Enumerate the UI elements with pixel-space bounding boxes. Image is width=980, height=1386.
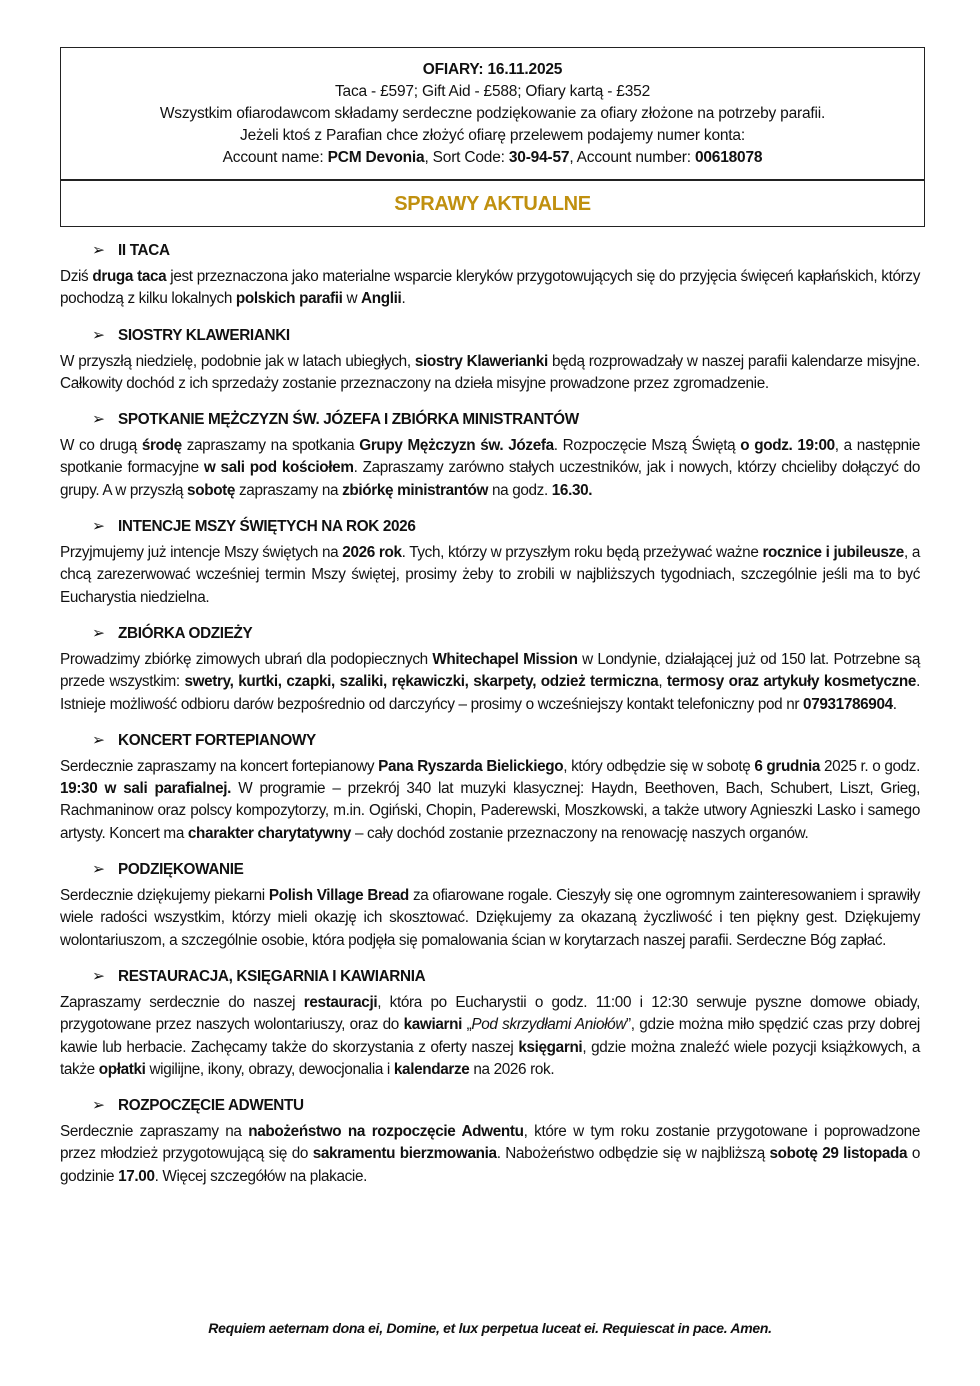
section-banner: SPRAWY AKTUALNE	[394, 193, 591, 215]
text: W programie – przekrój 340 lat muzyki klasycznej: Haydn, Beethoven, Bach, Schubert, Liszt, Grieg, Rachmaninow oraz polscy kompozytorzy, m.in. Ogiński, Chopin, Paderewski, Moszkowski, a także utwory Agnieszki Lasko i samego artysty. Koncert ma	[60, 780, 920, 842]
section-heading	[60, 728, 920, 756]
italic-text: Pod skrzydłami Aniołów	[471, 1016, 627, 1034]
bold-text: Pana Ryszarda Bielickiego	[378, 757, 564, 775]
text: , która po Eucharystii o godz. 11:00 i 12:30 serwuje pyszne domowe obiady, przygotowane przez naszych wolontariuszy, oraz do	[60, 993, 920, 1034]
offerings-title: OFIARY: 16.11.2025	[422, 61, 563, 78]
bold-text: księgarni	[518, 1038, 583, 1056]
section-title: INTENCJE MSZY ŚWIĘTYCH NA ROK 2026	[118, 518, 416, 536]
bold-text: Whitechapel Mission	[432, 650, 578, 668]
bold-text: charakter charytatywny	[187, 824, 352, 842]
text: na godz.	[488, 481, 552, 499]
text: 2025 r. o godz.	[820, 757, 920, 775]
bold-text: środę	[141, 437, 182, 455]
bold-text: restauracji	[303, 993, 378, 1011]
section-text	[60, 992, 920, 1081]
section-heading	[60, 407, 920, 435]
text: zapraszamy na spotkania	[181, 437, 360, 455]
text: będą rozprowadzały w naszej parafii kalendarze misyjne. Całkowity dochód z ich sprzedaży zostanie przeznaczony na dzieła misyjne prowadzone przez zgromadzenie.	[60, 352, 920, 392]
text: za ofiarowane rogale. Cieszyły się one ogromnym zainteresowaniem i sprawiły wiele radości wszystkim, którzy mieli okazję ich skosztować. Dziękujemy za okazaną życzliwość i ten piękny gest. Dziękujemy wolontariuszom, a szczególnie osobie, która podjęła się pomalowania ścian w korytarzach naszej parafii. Serdeczne Bóg zapłać.	[60, 887, 921, 949]
text: Zapraszamy serdecznie do naszej	[60, 993, 304, 1011]
section-text	[60, 1121, 920, 1188]
bold-text: 17.00	[118, 1167, 155, 1185]
section-title: II TACA	[118, 242, 170, 259]
text: – cały dochód zostanie przeznaczony na renowację naszych organów.	[351, 824, 809, 842]
text: , które w tym roku zostanie przygotowane i poprowadzone przez młodzież przygotowującą się do	[60, 1123, 920, 1163]
text: , a chcą zarezerwować wcześniej termin Mszy świętej, prosimy żeby to zrobili w najbliższych tygodniach, szczególnie jeśli ma to być Eucharystia niedzielna.	[60, 544, 920, 606]
bold-text: sobotę	[187, 481, 236, 499]
announcement-section	[60, 238, 920, 311]
section-heading	[60, 1093, 920, 1121]
number-label: , Account number:	[569, 149, 695, 166]
bold-text: rocznice i jubileusze	[762, 544, 904, 562]
text: zapraszamy na	[235, 481, 343, 499]
section-text	[60, 885, 920, 952]
announcements	[60, 238, 920, 1200]
account-label: Account name:	[222, 149, 328, 166]
text: Serdecznie zapraszamy na koncert fortepianowy	[60, 757, 379, 775]
text: W przyszłą niedzielę, podobnie jak w latach ubiegłych,	[60, 352, 415, 370]
offerings-transfer: Jeżeli ktoś z Parafian chce złożyć ofiarę przelewem podajemy numer konta:	[240, 127, 745, 144]
section-title: KONCERT FORTEPIANOWY	[118, 731, 316, 749]
text: „	[462, 1016, 472, 1034]
text: Serdecznie dziękujemy piekarni	[60, 887, 269, 905]
text: . Rozpoczęcie Mszą Świętą	[553, 437, 741, 455]
text: Serdecznie zapraszamy na	[60, 1123, 249, 1141]
announcement-section	[60, 621, 920, 716]
section-text	[60, 435, 920, 502]
text: . Istnieje możliwość odbioru darów bezpośrednio od darczyńcy – prosimy o wcześniejszy kontakt telefoniczny pod nr	[60, 673, 920, 713]
arrowhead-bullet-icon: ➢	[92, 967, 105, 985]
bold-text: termosy oraz artykuły kosmetyczne	[666, 673, 917, 691]
section-text	[60, 351, 920, 396]
bold-text: sakramentu bierzmowania	[312, 1145, 497, 1163]
bold-text: kalendarze	[393, 1060, 470, 1078]
bold-text: polskich parafii	[235, 290, 343, 308]
arrowhead-bullet-icon: ➢	[92, 411, 105, 429]
section-heading	[60, 514, 920, 542]
section-title: PODZIĘKOWANIE	[118, 861, 244, 879]
section-title: SPOTKANIE MĘŻCZYZN ŚW. JÓZEFA I ZBIÓRKA MINISTRANTÓW	[118, 411, 579, 429]
bold-text: Anglii	[361, 290, 402, 308]
section-heading	[60, 857, 920, 885]
bold-text: 07931786904	[803, 695, 893, 713]
bold-text: 19:30 w sali parafialnej.	[60, 780, 232, 798]
section-heading	[60, 238, 920, 266]
section-heading	[60, 964, 920, 992]
announcement-section	[60, 728, 920, 845]
text: w Londynie, działającej już od 150 lat. Potrzebne są przede wszystkim:	[60, 650, 921, 691]
section-heading	[60, 323, 920, 351]
announcement-section	[60, 407, 920, 502]
announcement-section	[60, 514, 920, 609]
text: Prowadzimy zbiórkę zimowych ubrań dla podopiecznych	[60, 650, 433, 668]
text: , a następnie spotkanie formacyjne	[60, 437, 920, 477]
account-number: 00618078	[694, 149, 763, 166]
arrowhead-bullet-icon: ➢	[92, 518, 105, 536]
bold-text: sobotę 29 listopada	[769, 1145, 908, 1163]
text: w	[342, 290, 362, 308]
section-title: ZBIÓRKA ODZIEŻY	[118, 624, 253, 642]
section-title: ROZPOCZĘCIE ADWENTU	[118, 1097, 304, 1115]
text: .	[892, 695, 897, 713]
text: , który odbędzie się w sobotę	[563, 757, 755, 775]
text: W co drugą	[60, 437, 142, 455]
section-text	[60, 649, 920, 716]
bold-text: siostry Klawerianki	[414, 352, 548, 370]
bold-text: o godz. 19:00	[740, 437, 835, 455]
bold-text: druga taca	[92, 268, 167, 285]
section-text	[60, 266, 920, 311]
bold-text: 16.30.	[551, 481, 593, 499]
section-heading	[60, 621, 920, 649]
text: wigilijne, ikony, obrazy, dewocjonalia i	[145, 1060, 394, 1078]
text: na 2026 rok.	[469, 1060, 555, 1078]
section-text	[60, 542, 920, 609]
footer-prayer: Requiem aeternam dona ei, Domine, et lux perpetua luceat ei. Requiescat in pace. Amen.	[208, 1320, 772, 1336]
sort-label: , Sort Code:	[424, 149, 509, 166]
offerings-block	[61, 48, 924, 179]
bold-text: kawiarni	[403, 1016, 462, 1034]
bold-text: Grupy Mężczyzn św. Józefa	[359, 437, 554, 455]
text: ”, gdzie można miło spędzić czas przy dobrej kawie lub herbacie. Zachęcamy także do skorzystania z oferty naszej	[60, 1016, 920, 1056]
section-title: RESTAURACJA, KSIĘGARNIA I KAWIARNIA	[118, 967, 426, 985]
section-title: SIOSTRY KLAWERIANKI	[118, 326, 290, 344]
sort-code: 30-94-57	[508, 149, 570, 166]
arrowhead-bullet-icon: ➢	[92, 1097, 105, 1115]
text: . Tych, którzy w przyszłym roku będą przeżywać ważne	[401, 544, 763, 562]
arrowhead-bullet-icon: ➢	[92, 861, 105, 879]
arrowhead-bullet-icon: ➢	[92, 326, 105, 344]
offerings-amounts: Taca - £597; Gift Aid - £588; Ofiary kartą - £352	[334, 83, 650, 100]
header-box	[60, 47, 925, 227]
bold-text: Polish Village Bread	[268, 887, 409, 905]
bold-text: nabożeństwo na rozpoczęcie Adwentu	[248, 1123, 524, 1141]
arrowhead-bullet-icon: ➢	[92, 242, 105, 259]
text: jest przeznaczona jako materialne wsparcie kleryków przygotowujących się do przyjęcia święceń kapłańskich, którzy pochodzą z kilku lokalnych	[60, 268, 920, 308]
section-text	[60, 756, 920, 845]
bold-text: swetry, kurtki, czapki, szaliki, rękawiczki, skarpety, odzież termiczna	[184, 673, 659, 691]
text: Przyjmujemy już intencje Mszy świętych na	[60, 544, 343, 562]
text: , gdzie można znaleźć wiele pozycji książkowych, a także	[60, 1038, 920, 1078]
bold-text: opłatki	[98, 1060, 146, 1078]
text: . Więcej szczegółów na plakacie.	[154, 1167, 368, 1185]
account-name: PCM Devonia	[327, 149, 425, 166]
bold-text: zbiórkę ministrantów	[342, 481, 489, 499]
announcement-section	[60, 857, 920, 952]
account-details	[61, 147, 924, 169]
text: o godzinie	[60, 1145, 920, 1185]
text: Dziś	[60, 268, 93, 285]
announcement-section	[60, 964, 920, 1081]
bold-text: w sali pod kościołem	[203, 459, 354, 477]
text: . Nabożeństwo odbędzie się w najbliższą	[496, 1145, 770, 1163]
arrowhead-bullet-icon: ➢	[92, 731, 105, 749]
text: .	[401, 290, 406, 308]
arrowhead-bullet-icon: ➢	[92, 624, 105, 642]
text: . Zapraszamy zarówno stałych uczestników, jak i nowych, którzy chcieliby dołączyć do grupy. A w przyszłą	[60, 459, 920, 499]
text: ,	[658, 673, 667, 691]
announcement-section	[60, 1093, 920, 1188]
announcement-section	[60, 323, 920, 396]
bold-text: 2026 rok	[342, 544, 402, 562]
offerings-thanks: Wszystkim ofiarodawcom składamy serdeczne podziękowanie za ofiary złożone na potrzeby parafii.	[159, 105, 826, 122]
bold-text: 6 grudnia	[754, 757, 821, 775]
